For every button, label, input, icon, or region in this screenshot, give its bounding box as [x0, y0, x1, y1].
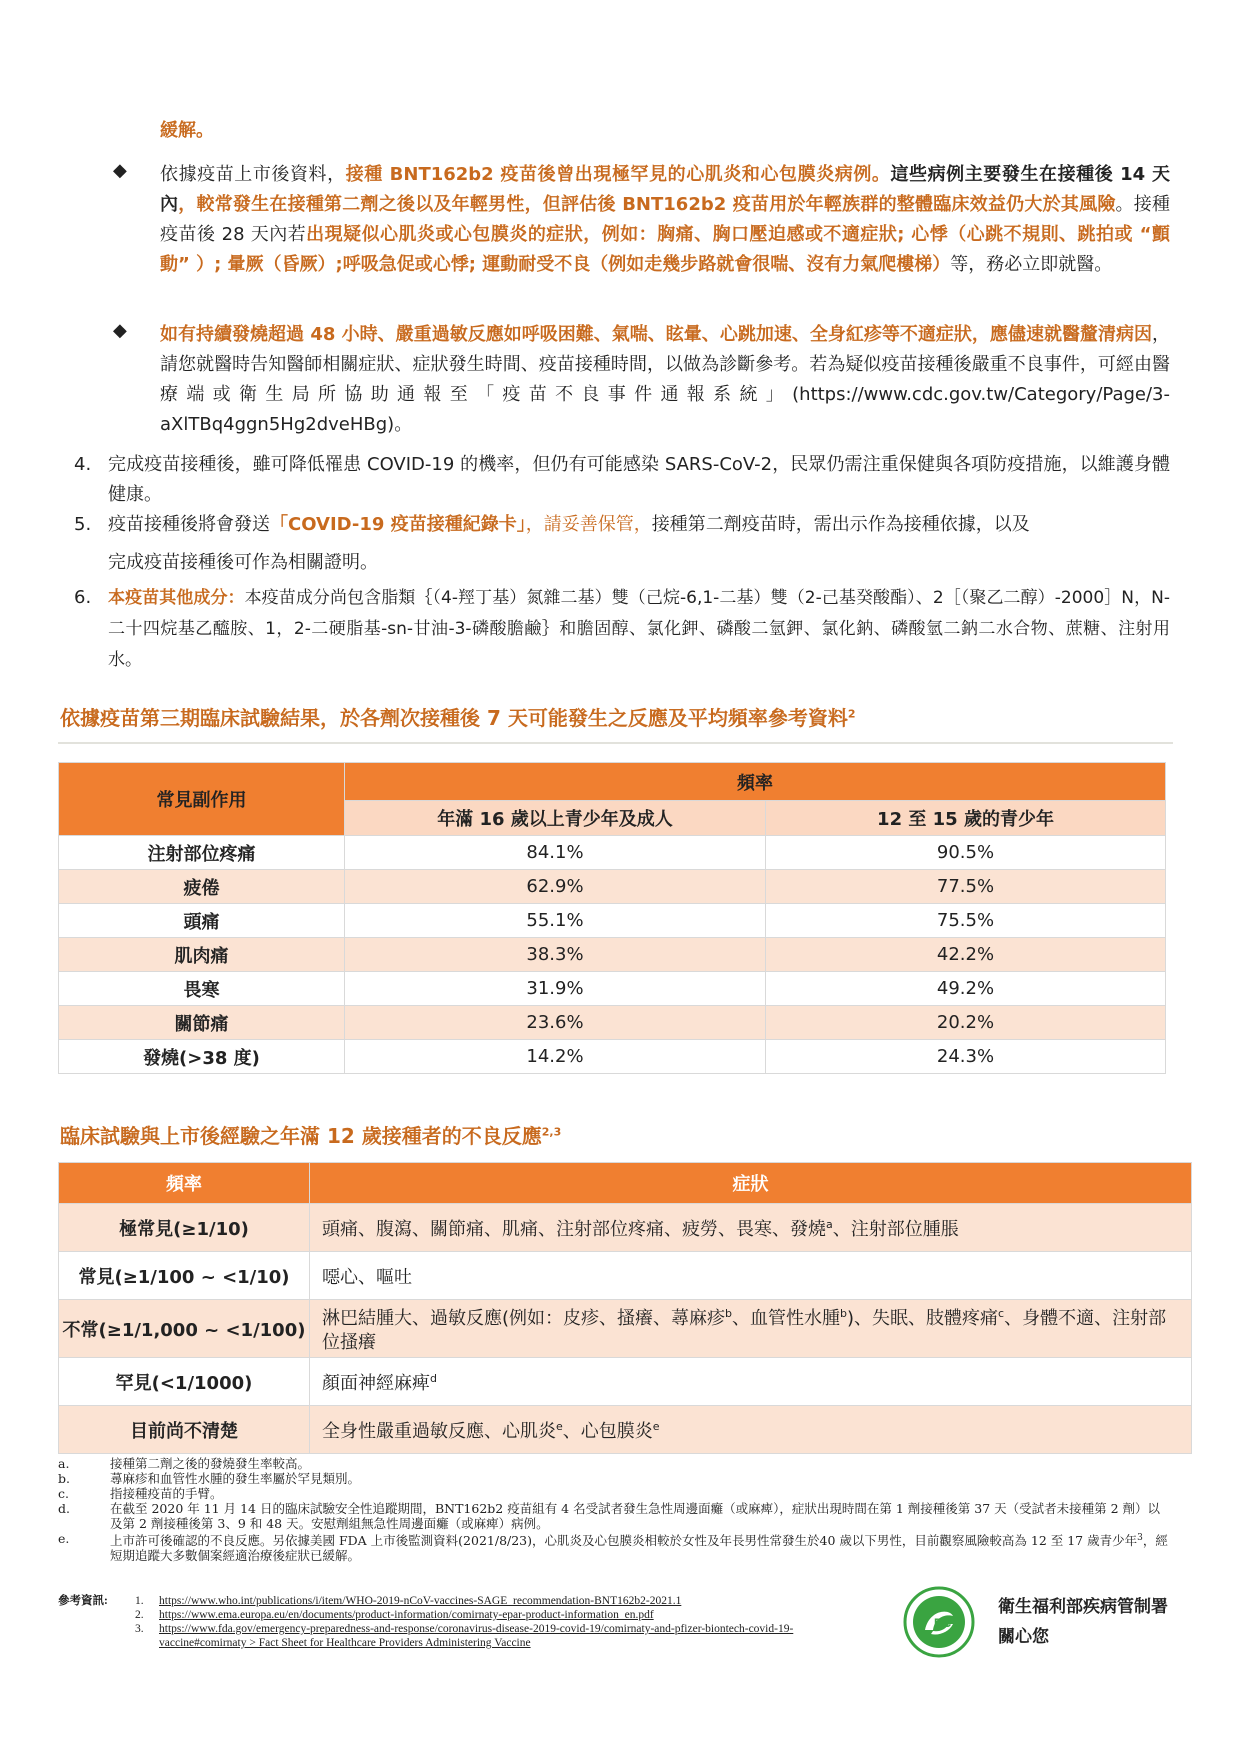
item4-text: 完成疫苗接種後，雖可降低罹患 COVID-19 的機率，但仍有可能感染 SARS-CoV-2，民眾仍需注重保健與各項防疫措施，以維護身體健康。	[108, 454, 1170, 505]
section2-title-sup: 2,3	[541, 1125, 562, 1139]
footnote-key: e.	[58, 1531, 70, 1546]
adult-rate: 84.1%	[345, 836, 766, 870]
table-row	[59, 836, 1166, 870]
section1-title	[60, 702, 856, 731]
table-row	[59, 1300, 1192, 1358]
item5-text-e: 完成疫苗接種後可作為相關證明。	[108, 552, 378, 573]
intro-tail: 緩解。	[160, 120, 214, 141]
symptom-text: 全身性嚴重過敏反應、心肌炎	[322, 1420, 556, 1442]
col-header-frequency: 頻率	[345, 763, 1166, 801]
table-row	[59, 904, 1166, 938]
footnote-text: 指接種疫苗的手臂。	[110, 1486, 223, 1501]
reference-key: 3.	[135, 1623, 144, 1635]
frequency-cell: 常見(≥1/100 ~ <1/10)	[59, 1252, 310, 1300]
footnote-ref: b	[725, 1307, 733, 1320]
adverse-reactions-table	[58, 1162, 1192, 1454]
effect-name: 畏寒	[59, 972, 345, 1006]
frequency-cell: 不常(≥1/1,000 ~ <1/100)	[59, 1300, 310, 1358]
footnote-item	[58, 1531, 1168, 1563]
symptom-text: )、失眠、肢體疼痛	[847, 1308, 999, 1329]
footnote-text: ，經短期追蹤大多數個案經適治療後症狀已緩解。	[110, 1533, 1168, 1564]
adult-rate: 14.2%	[345, 1040, 766, 1074]
footnote-text: 接種第二劑之後的發燒發生率較高。	[110, 1456, 311, 1471]
symptom-text: 顏面神經麻痺	[322, 1372, 430, 1394]
item6-text	[108, 583, 1170, 676]
reference-item	[135, 1594, 880, 1608]
footnote-item	[58, 1471, 1168, 1486]
section2-title	[60, 1120, 561, 1149]
effect-name: 疲倦	[59, 870, 345, 904]
footnote-ref: a	[826, 1217, 833, 1231]
table-row	[59, 1040, 1166, 1074]
footnote-text: 在截至 2020 年 11 月 14 日的臨床試驗安全性追蹤期間，BNT162b2 疫苗組有 4 名受試者發生急性周邊面癱（或麻痺），症狀出現時間在第 1 劑接種後第 37 天（受試者未接種第 2 劑）以及第 2 劑接種後第 3、9 和 48 天。安慰劑組無急性周邊面癱（或麻痺）病例。	[110, 1501, 1161, 1531]
teen-rate: 75.5%	[766, 904, 1166, 938]
frequency-cell: 罕見(<1/1000)	[59, 1358, 310, 1406]
table-row	[59, 1006, 1166, 1040]
symptom-cell: 噁心、嘔吐	[310, 1252, 1192, 1300]
bullet-diamond-icon: ◆	[113, 320, 127, 341]
bullet1-text-3: 這些病例主要發生在接種後 14 天內	[160, 164, 1171, 215]
teen-rate: 90.5%	[766, 836, 1166, 870]
table-row	[59, 938, 1166, 972]
effect-name: 注射部位疼痛	[59, 836, 345, 870]
bullet-diamond-icon: ◆	[113, 160, 127, 181]
section1-title-sup: 2	[847, 707, 856, 721]
adult-rate: 62.9%	[345, 870, 766, 904]
adult-rate: 55.1%	[345, 904, 766, 938]
item-number: 4.	[74, 454, 92, 475]
references-label: 參考資訊:	[58, 1595, 108, 1607]
item5-text-d: 接種第二劑疫苗時，需出示作為接種依據，以及	[651, 514, 1030, 535]
reference-link[interactable]: https://www.who.int/publications/i/item/WHO-2019-nCoV-vaccines-SAGE_recommendation-BNT162b2-2021.1	[159, 1595, 682, 1607]
bullet1-text-2: 接種 BNT162b2 疫苗後曾出現極罕見的心肌炎和心包膜炎病例。	[345, 164, 891, 185]
symptom-text: 頭痛、腹瀉、關節痛、肌痛、注射部位疼痛、疲勞、畏寒、發燒	[322, 1218, 826, 1240]
bullet2-text-2: ，請您就醫時告知醫師相關症狀、症狀發生時間、疫苗接種時間，以做為診斷參考。若為疑似疫苗接種後嚴重不良事件，可經由醫療端或衛生局所協助通報至「疫苗不良事件通報系統」	[160, 324, 1170, 405]
col-header-effect: 常見副作用	[59, 763, 345, 836]
effect-name: 關節痛	[59, 1006, 345, 1040]
symptom-text: 、血管性水腫	[732, 1308, 841, 1329]
bullet1-text-1: 依據疫苗上市後資料，	[160, 164, 346, 185]
teen-rate: 49.2%	[766, 972, 1166, 1006]
footnote-item	[58, 1501, 1168, 1531]
symptom-cell	[310, 1300, 1192, 1358]
ingredients-label: 本疫苗其他成分：	[108, 588, 245, 608]
teen-rate: 24.3%	[766, 1040, 1166, 1074]
footnote-key: c.	[58, 1486, 69, 1501]
effect-name: 發燒(>38 度)	[59, 1040, 345, 1074]
footnote-key: a.	[58, 1456, 70, 1471]
section1-title-text: 依據疫苗第三期臨床試驗結果，於各劑次接種後 7 天可能發生之反應及平均頻率參考資料	[60, 706, 848, 730]
cdc-logo-icon	[903, 1586, 975, 1658]
section1-divider	[58, 742, 1173, 744]
symptom-cell	[310, 1406, 1192, 1454]
table-row	[59, 1204, 1192, 1252]
bullet1-text-5: 。接種疫苗後 28 天內若	[160, 194, 1171, 245]
symptom-text: 、注射部位腫脹	[832, 1218, 959, 1240]
table-row	[59, 972, 1166, 1006]
reference-key: 1.	[135, 1595, 144, 1607]
bullet1-text-7: 等，務必立即就醫。	[950, 254, 1113, 275]
adult-rate: 23.6%	[345, 1006, 766, 1040]
ingredients-text: 本疫苗成分尚包含脂類｛（4-羥丁基）氮雜二基）雙（己烷-6,1-二基）雙（2-己基癸酸酯）、2［（聚乙二醇）-2000］N，N-二十四烷基乙醯胺、1，2-二硬脂基-sn-甘油-3-磷酸膽鹼｝和膽固醇、氯化鉀、磷酸二氫鉀、氯化鈉、磷酸氫二鈉二水合物、蔗糖、注射用水。	[108, 588, 1171, 670]
report-system-link[interactable]: (https://www.cdc.gov.tw/Category/Page/3-aXlTBq4ggn5Hg2dveHBg)	[160, 384, 1170, 435]
section2-title-text: 臨床試驗與上市後經驗之年滿 12 歲接種者的不良反應	[60, 1124, 542, 1148]
bullet2-end: 。	[394, 414, 413, 435]
bullet-myocarditis	[160, 160, 1170, 280]
footnote-key: d.	[58, 1501, 70, 1516]
item5-text-a: 疫苗接種後將會發送	[108, 514, 270, 535]
references-list	[135, 1594, 880, 1650]
table-row	[59, 870, 1166, 904]
col-header-symptom: 症狀	[310, 1163, 1192, 1204]
reference-link[interactable]: https://www.ema.europa.eu/en/documents/product-information/comirnaty-epar-product-information_en.pdf	[159, 1609, 654, 1621]
frequency-cell: 極常見(≥1/10)	[59, 1204, 310, 1252]
symptom-cell	[310, 1204, 1192, 1252]
table-row	[59, 1406, 1192, 1454]
footnote-ref: b	[840, 1307, 847, 1320]
footnote-ref: e	[652, 1419, 660, 1433]
footnote-text: 蕁麻疹和血管性水腫的發生率屬於罕見類別。	[110, 1471, 361, 1486]
frequency-cell: 目前尚不清楚	[59, 1406, 310, 1454]
teen-rate: 42.2%	[766, 938, 1166, 972]
reference-link[interactable]: https://www.fda.gov/emergency-preparedness-and-response/coronavirus-disease-2019-covid-19/comirnaty-and-pfizer-biontech-covid-19-vaccine#comirnaty > Fact Sheet for Healthcare Providers Administering Vaccine	[159, 1623, 794, 1649]
symptom-text: 淋巴結腫大、過敏反應(例如：皮疹、搔癢、蕁麻疹	[322, 1308, 726, 1329]
bullet1-text-6: 出現疑似心肌炎或心包膜炎的症狀，例如：胸痛、胸口壓迫感或不適症狀; 心悸（心跳不規則、跳拍或 “顫動” ）; 暈厥（昏厥）;呼吸急促或心悸; 運動耐受不良（例如走幾步路就會很喘、沒有力氣爬樓梯）	[160, 224, 1170, 275]
item-number: 5.	[74, 514, 92, 535]
teen-rate: 20.2%	[766, 1006, 1166, 1040]
col-header-teen: 12 至 15 歲的青少年	[766, 801, 1166, 836]
item5-text	[108, 510, 1170, 540]
symptom-text: 、身體不適、注射部位搔癢	[322, 1308, 1167, 1353]
footnote-key: b.	[58, 1471, 70, 1486]
item-number: 6.	[74, 587, 92, 608]
bullet2-text-1: 如有持續發燒超過 48 小時、嚴重過敏反應如呼吸困難、氣喘、眩暈、心跳加速、全身紅疹等不適症狀，應儘速就醫釐清病因	[160, 324, 1152, 345]
symptom-cell	[310, 1358, 1192, 1406]
effect-name: 肌肉痛	[59, 938, 345, 972]
effect-name: 頭痛	[59, 904, 345, 938]
adult-rate: 31.9%	[345, 972, 766, 1006]
footnote-item	[58, 1456, 1168, 1471]
table-row	[59, 1358, 1192, 1406]
table-row	[59, 1252, 1192, 1300]
bullet1-text-4: ，較常發生在接種第二劑之後以及年輕男性，但評估後 BNT162b2 疫苗用於年輕族群的整體臨床效益仍大於其風險	[178, 194, 1116, 215]
footnote-text: 上市許可後確認的不良反應。另依據美國 FDA 上市後監測資料(2021/8/23)，心肌炎及心包膜炎相較於女性及年長男性常發生於40 歲以下男性，目前觀察風險較高為 12 至 17 歲青少年	[110, 1533, 1138, 1549]
teen-rate: 77.5%	[766, 870, 1166, 904]
record-card-label: 「COVID-19 疫苗接種紀錄卡」	[270, 514, 526, 535]
footnote-ref: e	[556, 1419, 563, 1433]
footnote-ref: c	[998, 1307, 1005, 1320]
footnote-ref: 3	[1137, 1533, 1143, 1543]
reference-key: 2.	[135, 1609, 144, 1621]
footnote-ref: d	[430, 1371, 437, 1385]
side-effects-table	[58, 762, 1166, 1074]
bullet-fever	[160, 320, 1170, 440]
symptom-text: 、心包膜炎	[562, 1420, 653, 1442]
org-care: 關心您	[998, 1627, 1049, 1647]
footnotes	[58, 1456, 1168, 1563]
footnote-item	[58, 1486, 1168, 1501]
adult-rate: 38.3%	[345, 938, 766, 972]
svg-text:DC: DC	[934, 1616, 952, 1630]
item5-text-c: ，請妥善保管，	[525, 514, 652, 535]
reference-item	[135, 1622, 880, 1650]
reference-item	[135, 1608, 880, 1622]
col-header-frequency: 頻率	[59, 1163, 310, 1204]
org-name: 衛生福利部疾病管制署	[998, 1597, 1168, 1617]
col-header-adult: 年滿 16 歲以上青少年及成人	[345, 801, 766, 836]
